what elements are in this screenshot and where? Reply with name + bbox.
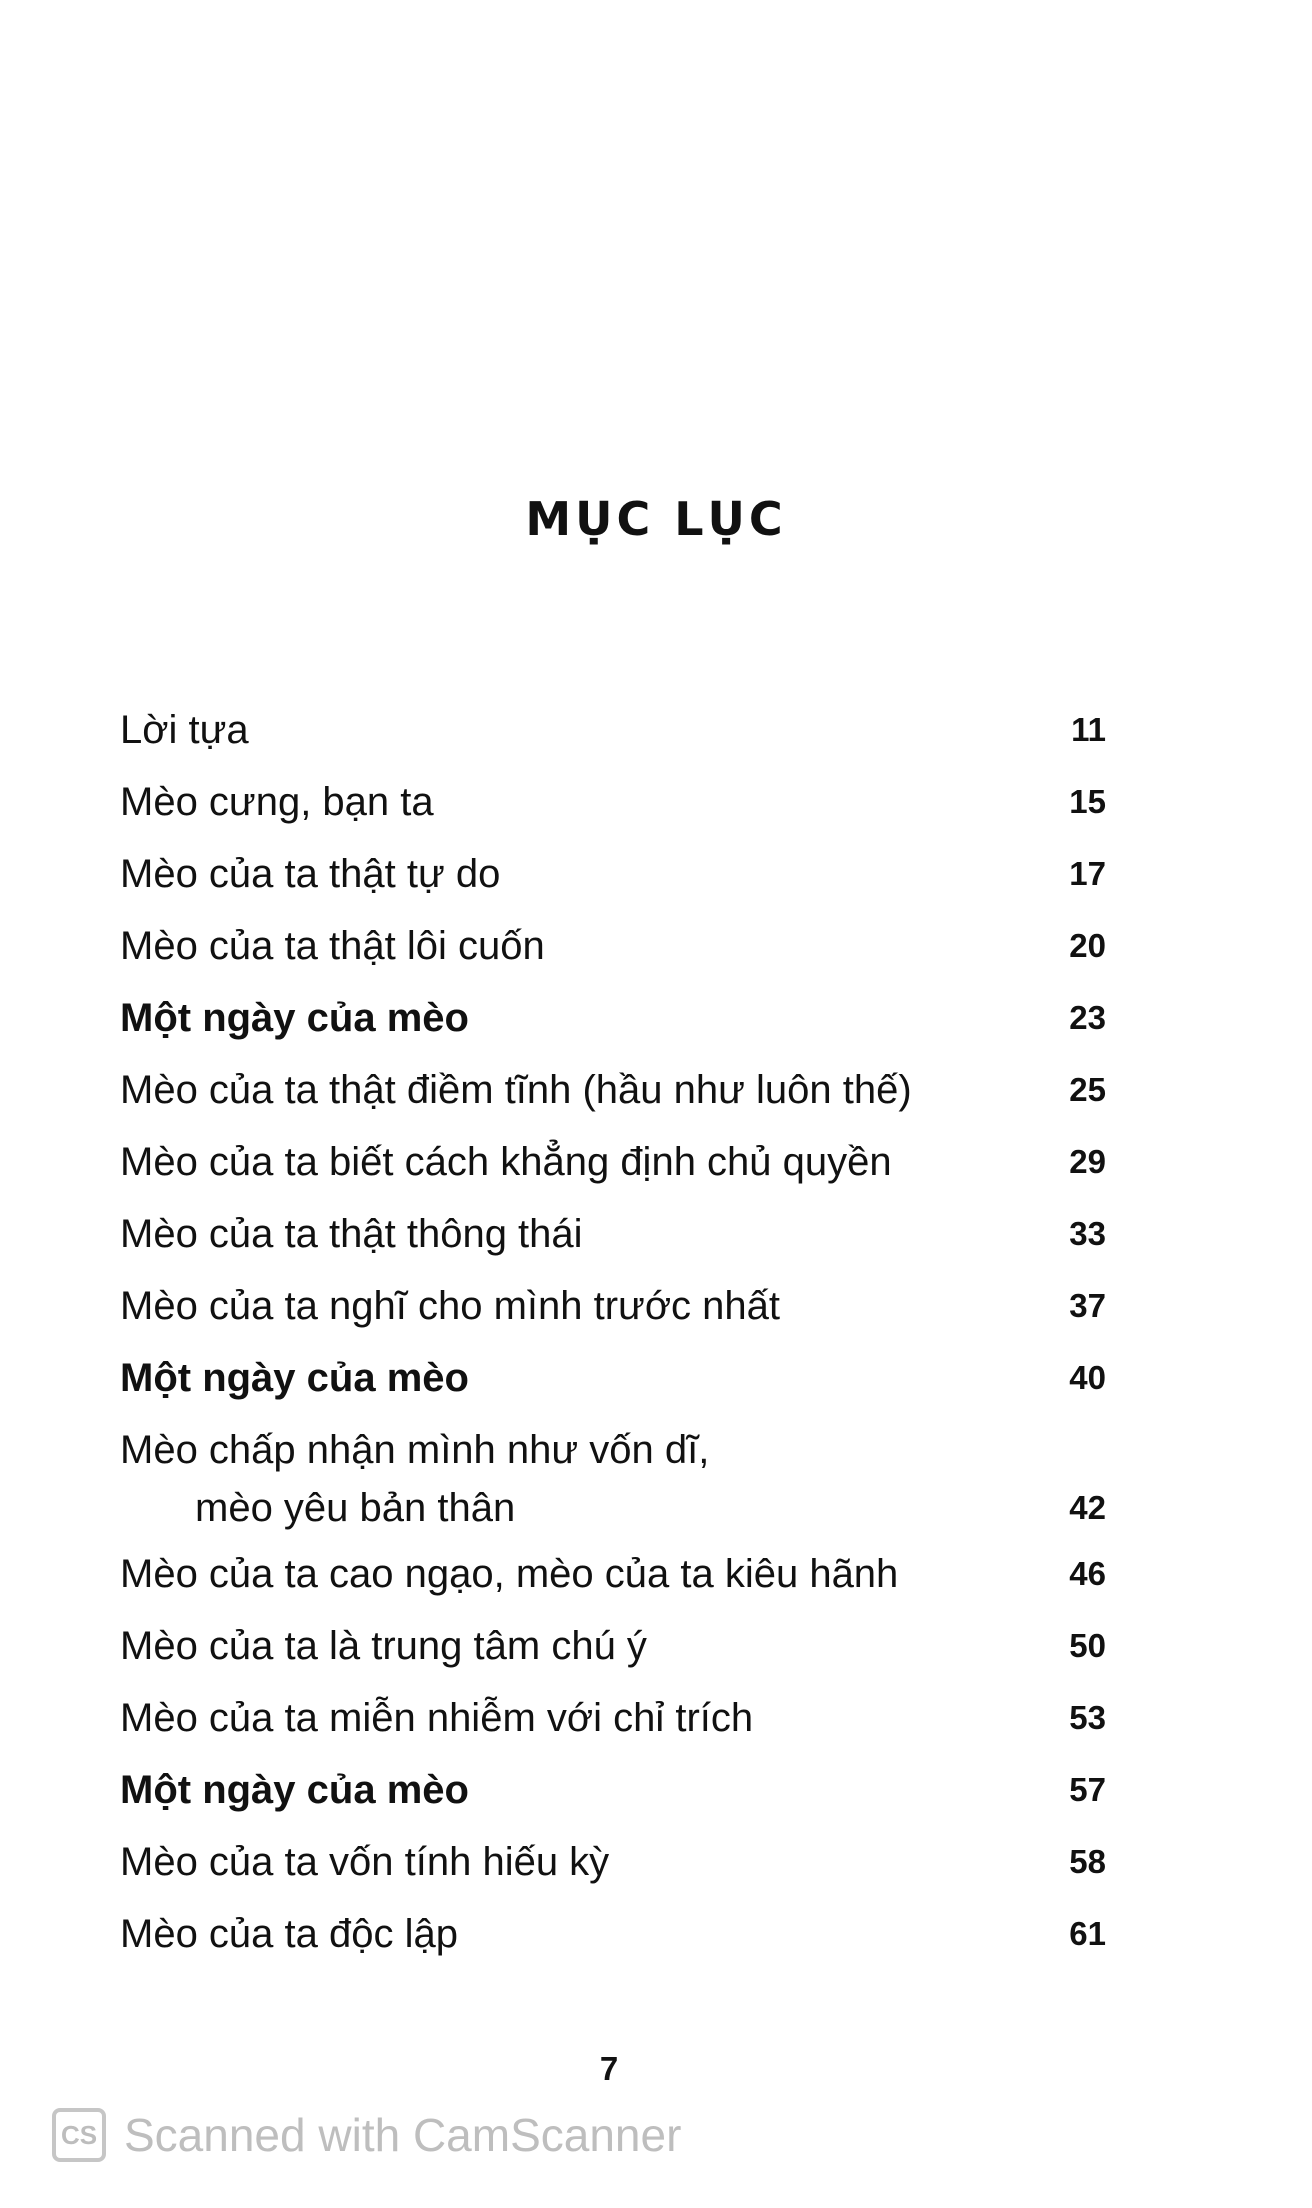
toc-entry-page-number: 42 [1069,1489,1106,1526]
toc-entry-page-number: 15 [1069,783,1106,820]
toc-entry [120,1270,1106,1342]
toc-entry-page-number: 20 [1069,927,1106,964]
toc-entry [120,1682,1106,1754]
toc-entry-page-number: 40 [1069,1359,1106,1396]
toc-entry-title: Mèo của ta thật tự do [120,852,501,896]
toc-entry [120,1054,1106,1126]
toc-entry [120,1826,1106,1898]
toc-entry-title: Một ngày của mèo [120,1356,469,1400]
toc-entry-page-number: 53 [1069,1699,1106,1736]
toc-entry-page-number: 57 [1069,1771,1106,1808]
toc-entry [120,838,1106,910]
toc-entry-page-number: 37 [1069,1287,1106,1324]
toc-entry-title: Mèo của ta miễn nhiễm với chỉ trích [120,1696,754,1740]
toc-entry [120,1414,1106,1538]
page-number: 7 [599,2050,619,2087]
camscanner-logo-icon: CS [52,2108,106,2162]
toc-entry [120,910,1106,982]
toc-entry [120,1342,1106,1414]
toc-entry-page-number: 33 [1069,1215,1106,1252]
toc-entry-title: Mèo chấp nhận mình như vốn dĩ, [120,1428,710,1472]
toc-entry-title: Mèo của ta vốn tính hiếu kỳ [120,1840,610,1884]
toc-entry-title: Mèo của ta nghĩ cho mình trước nhất [120,1284,781,1328]
toc-entry-title: Mèo của ta biết cách khẳng định chủ quyền [120,1140,892,1184]
toc-entry-title-continued: mèo yêu bản thân [195,1486,516,1530]
watermark-text: Scanned with CamScanner [124,2109,682,2161]
toc-entry-title: Mèo của ta thật thông thái [120,1212,583,1256]
toc-entry-page-number: 58 [1069,1843,1106,1880]
toc-entry-title: Mèo của ta thật điềm tĩnh (hầu như luôn thế) [120,1068,912,1112]
toc-entry-title: Mèo của ta độc lập [120,1912,458,1956]
table-of-contents [120,694,1106,1970]
toc-entry-page-number: 25 [1069,1071,1106,1108]
toc-entry [120,1754,1106,1826]
toc-entry [120,1538,1106,1610]
toc-entry [120,982,1106,1054]
toc-entry [120,1610,1106,1682]
toc-entry-page-number: 17 [1069,855,1106,892]
toc-entry [120,694,1106,766]
toc-entry-title: Mèo của ta là trung tâm chú ý [120,1624,647,1668]
toc-entry-title: Một ngày của mèo [120,996,469,1040]
toc-entry-title: Một ngày của mèo [120,1768,469,1812]
toc-entry-page-number: 61 [1069,1915,1106,1952]
toc-entry-page-number: 29 [1069,1143,1106,1180]
toc-entry-title: Mèo cưng, bạn ta [120,780,434,824]
camscanner-watermark [52,2100,681,2170]
toc-entry-page-number: 46 [1069,1555,1106,1592]
page-title: MỤC LỤC [525,492,787,546]
toc-entry-title: Lời tựa [120,708,249,752]
toc-entry-page-number: 50 [1069,1627,1106,1664]
toc-entry [120,1198,1106,1270]
toc-entry [120,1898,1106,1970]
toc-entry-page-number: 23 [1069,999,1106,1036]
toc-entry-title: Mèo của ta thật lôi cuốn [120,924,545,968]
toc-entry [120,1126,1106,1198]
toc-entry [120,766,1106,838]
toc-entry-title: Mèo của ta cao ngạo, mèo của ta kiêu hãnh [120,1552,899,1596]
toc-entry-page-number: 11 [1071,711,1106,748]
